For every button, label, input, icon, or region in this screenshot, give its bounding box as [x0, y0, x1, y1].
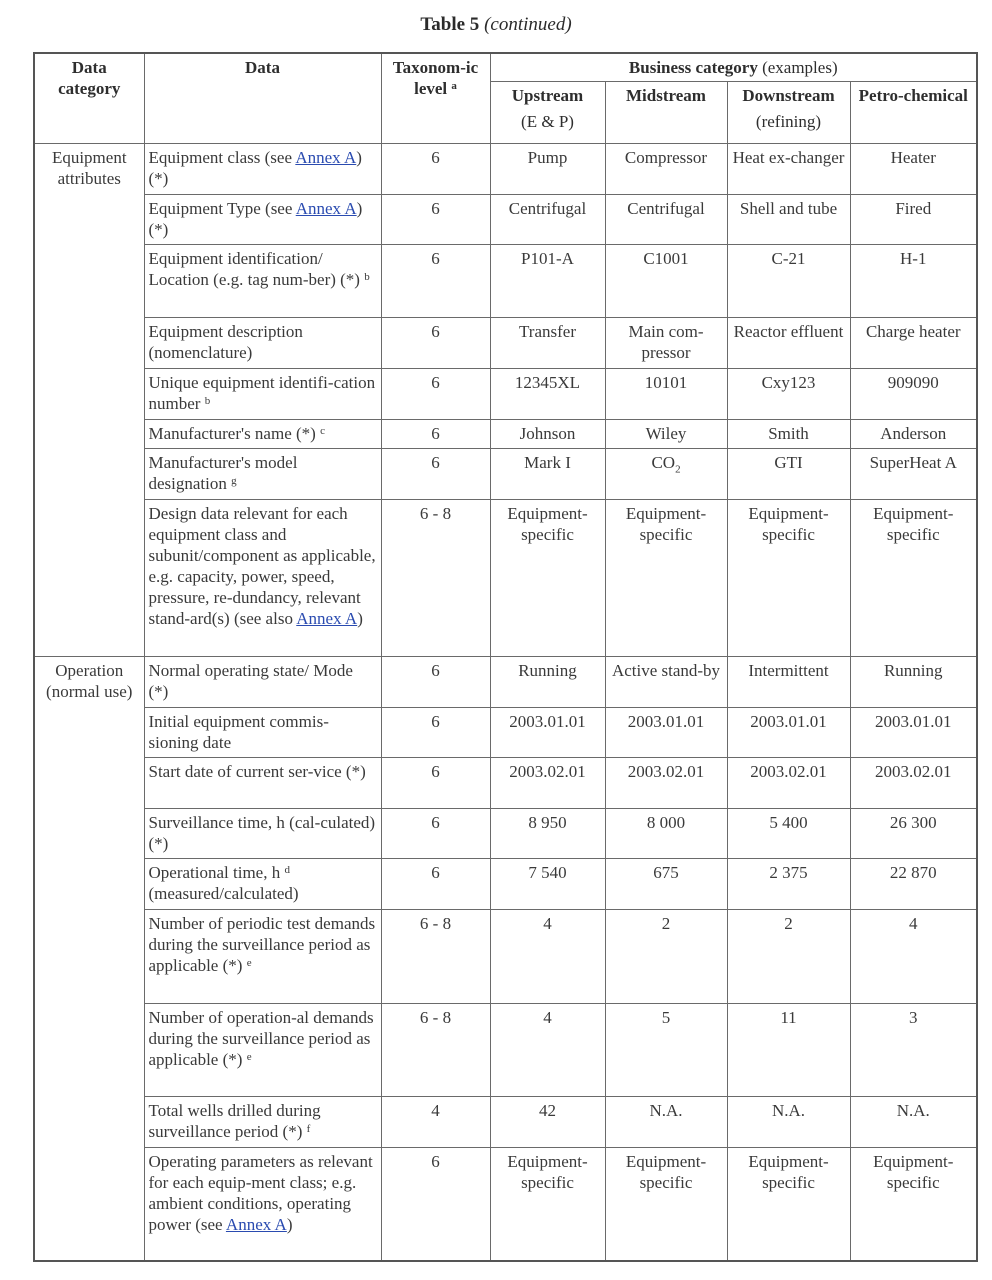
data-cell [144, 1096, 381, 1147]
value-cell-upstream: 2003.02.01 [490, 757, 605, 808]
value-cell-midstream: Compressor [605, 143, 727, 194]
data-text-suffix: (measured/calculated) [148, 883, 299, 903]
column-name: Midstream [626, 85, 706, 105]
data-text: Unique equipment identifi-cation number [148, 372, 376, 413]
data-cell [144, 368, 381, 419]
data-category-cell: Operation (normal use) [34, 656, 144, 1261]
value-cell-downstream: Shell and tube [727, 194, 850, 244]
data-text: Total wells drilled during surveillance period (*) [148, 1100, 321, 1141]
table-row [34, 143, 977, 194]
value-cell-petro-chemical: 22 870 [850, 858, 977, 909]
data-cell [144, 317, 381, 368]
table-continued: (continued) [484, 14, 572, 35]
taxonomic-level-cell: 4 [381, 1096, 490, 1147]
value-cell-petro-chemical: H-1 [850, 244, 977, 317]
business-category-label: Business category [628, 58, 758, 77]
value-cell-downstream: 5 400 [727, 808, 850, 858]
table-row [34, 448, 977, 499]
taxonomic-level-cell: 6 [381, 858, 490, 909]
value-cell-upstream: Centrifugal [490, 194, 605, 244]
data-cell [144, 656, 381, 707]
business-category-note: (examples) [762, 58, 838, 77]
equipment-data-table [33, 52, 978, 1262]
value-cell-downstream: Intermittent [727, 656, 850, 707]
value-cell-downstream: 2003.01.01 [727, 707, 850, 757]
table-row [34, 1096, 977, 1147]
value-cell-midstream: Wiley [605, 419, 727, 448]
footnote-marker: f [306, 1122, 311, 1135]
value-cell-petro-chemical: Running [850, 656, 977, 707]
column-subtitle: (E & P) [521, 111, 574, 131]
value-cell-upstream: Running [490, 656, 605, 707]
value-cell-upstream: 8 950 [490, 808, 605, 858]
value-cell-petro-chemical: Equipment-specific [850, 499, 977, 656]
table-number: Table 5 [420, 14, 480, 35]
footnote-marker: b [364, 270, 370, 283]
table-row [34, 808, 977, 858]
footnote-marker: b [204, 394, 211, 407]
value-cell-upstream: 12345XL [490, 368, 605, 419]
value-cell-midstream: 675 [605, 858, 727, 909]
footnote-marker: g [231, 474, 237, 487]
table-row [34, 757, 977, 808]
value-cell-upstream: Equipment-specific [490, 499, 605, 656]
column-subtitle: (refining) [755, 111, 822, 131]
data-text: Normal operating state/ Mode (*) [148, 660, 353, 701]
header-petro-chemical [850, 81, 977, 143]
taxonomic-level-cell: 6 [381, 368, 490, 419]
data-text: Manufacturer's model designation [148, 452, 298, 493]
value-cell-downstream: Reactor effluent [727, 317, 850, 368]
value-cell-downstream: 2 [727, 909, 850, 1003]
footnote-marker: c [320, 424, 325, 437]
value-cell-petro-chemical: 26 300 [850, 808, 977, 858]
taxonomic-level-cell: 6 [381, 244, 490, 317]
value-cell-downstream: C-21 [727, 244, 850, 317]
value-cell-upstream: 42 [490, 1096, 605, 1147]
taxonomic-level-cell: 6 [381, 656, 490, 707]
value-cell-downstream: 2003.02.01 [727, 757, 850, 808]
annex-a-link[interactable]: Annex A [225, 1214, 287, 1234]
data-text-suffix: ) [286, 1214, 293, 1234]
value-cell-upstream: 2003.01.01 [490, 707, 605, 757]
value-cell-midstream: Equipment-specific [605, 1147, 727, 1261]
footnote-marker: a [451, 80, 457, 92]
value-cell-midstream: 2003.02.01 [605, 757, 727, 808]
data-cell [144, 909, 381, 1003]
value-cell-upstream: Mark I [490, 448, 605, 499]
value-cell-petro-chemical: Heater [850, 143, 977, 194]
value-cell-downstream: 2 375 [727, 858, 850, 909]
value-cell-petro-chemical: SuperHeat A [850, 448, 977, 499]
header-business-category [490, 53, 977, 81]
value-cell-midstream: C1001 [605, 244, 727, 317]
value-cell-midstream: Main com-pressor [605, 317, 727, 368]
value-cell-upstream: 7 540 [490, 858, 605, 909]
data-cell [144, 448, 381, 499]
taxonomic-level-cell: 6 [381, 707, 490, 757]
table-row [34, 656, 977, 707]
column-name: Petro-chemical [858, 85, 968, 105]
value-cell-petro-chemical: Anderson [850, 419, 977, 448]
taxonomic-level-label: Taxonom-ic level [392, 58, 479, 98]
data-cell [144, 1003, 381, 1096]
data-cell [144, 707, 381, 757]
data-text: Equipment identification/ Location (e.g. tag num-ber) (*) [148, 248, 360, 289]
data-text: Operating parameters as relevant for each equip-ment class; e.g. ambient conditions, operating power (see [148, 1151, 373, 1234]
header-downstream [727, 81, 850, 143]
data-text-suffix: ) [357, 608, 363, 628]
taxonomic-level-cell: 6 [381, 194, 490, 244]
table-row [34, 317, 977, 368]
taxonomic-level-cell: 6 [381, 808, 490, 858]
value-cell-midstream: Equipment-specific [605, 499, 727, 656]
value-cell-petro-chemical: N.A. [850, 1096, 977, 1147]
table-row [34, 707, 977, 757]
data-text-suffix: ) (*) [148, 198, 363, 239]
header-taxonomic-level [381, 53, 490, 143]
table-row [34, 909, 977, 1003]
value-cell-midstream: Centrifugal [605, 194, 727, 244]
value-cell-upstream: 4 [490, 1003, 605, 1096]
value-cell-petro-chemical: Equipment-specific [850, 1147, 977, 1261]
data-cell [144, 244, 381, 317]
taxonomic-level-cell: 6 [381, 317, 490, 368]
data-text: Design data relevant for each equipment class and subunit/component as applicable, e.g. capacity, power, speed, pressure, re-dundancy, relevant stand-ard(s) (see also [148, 503, 376, 628]
value-cell-midstream: $CO_2$ [605, 448, 727, 499]
column-name: Downstream [742, 85, 835, 105]
table-row [34, 419, 977, 448]
data-cell [144, 858, 381, 909]
data-cell [144, 757, 381, 808]
value-cell-upstream: Equipment-specific [490, 1147, 605, 1261]
data-text: Start date of current ser-vice (*) [148, 761, 366, 781]
value-cell-midstream: Active stand-by [605, 656, 727, 707]
value-cell-upstream: 4 [490, 909, 605, 1003]
value-cell-midstream: 5 [605, 1003, 727, 1096]
data-cell [144, 194, 381, 244]
taxonomic-level-cell: 6 [381, 143, 490, 194]
annex-a-link[interactable]: Annex A [296, 608, 358, 628]
table-caption [0, 14, 992, 36]
taxonomic-level-cell: 6 [381, 757, 490, 808]
column-name: Upstream [511, 85, 584, 105]
table-row [34, 1147, 977, 1261]
value-cell-downstream: Equipment-specific [727, 499, 850, 656]
header-midstream [605, 81, 727, 143]
data-text: Operational time, h [148, 862, 281, 882]
value-cell-midstream: 2003.01.01 [605, 707, 727, 757]
data-text-suffix: ) (*) [148, 147, 362, 188]
value-cell-petro-chemical: 3 [850, 1003, 977, 1096]
taxonomic-level-cell: 6 [381, 448, 490, 499]
data-text: Initial equipment commis-sioning date [148, 711, 329, 752]
value-cell-upstream: Pump [490, 143, 605, 194]
data-cell [144, 419, 381, 448]
data-text: Equipment class (see [148, 147, 296, 167]
value-cell-downstream: GTI [727, 448, 850, 499]
footnote-marker: e [246, 956, 252, 969]
table-row [34, 499, 977, 656]
table-row [34, 368, 977, 419]
value-cell-downstream: Equipment-specific [727, 1147, 850, 1261]
data-text: Equipment description (nomenclature) [148, 321, 303, 362]
header-data-category: Data category [34, 53, 144, 143]
value-cell-downstream: Cxy123 [727, 368, 850, 419]
value-cell-downstream: 11 [727, 1003, 850, 1096]
value-cell-midstream: 8 000 [605, 808, 727, 858]
data-text: Surveillance time, h (cal-culated) (*) [148, 812, 376, 853]
taxonomic-level-cell: 6 - 8 [381, 1003, 490, 1096]
footnote-marker: e [246, 1050, 252, 1063]
value-cell-petro-chemical: 4 [850, 909, 977, 1003]
table-row [34, 244, 977, 317]
data-cell [144, 143, 381, 194]
data-text: Number of periodic test demands during the surveillance period as applicable (*) [148, 913, 376, 975]
data-cell [144, 499, 381, 656]
value-cell-downstream: Heat ex-changer [727, 143, 850, 194]
value-cell-petro-chemical: 2003.01.01 [850, 707, 977, 757]
annex-a-link[interactable]: Annex A [295, 198, 357, 218]
table-row [34, 1003, 977, 1096]
taxonomic-level-cell: 6 [381, 1147, 490, 1261]
value-cell-upstream: Transfer [490, 317, 605, 368]
table-row [34, 194, 977, 244]
value-cell-petro-chemical: 2003.02.01 [850, 757, 977, 808]
data-text: Number of operation-al demands during the surveillance period as applicable (*) [148, 1007, 374, 1069]
table-row [34, 858, 977, 909]
taxonomic-level-cell: 6 - 8 [381, 909, 490, 1003]
value-cell-upstream: Johnson [490, 419, 605, 448]
data-cell [144, 1147, 381, 1261]
value-cell-petro-chemical: Fired [850, 194, 977, 244]
data-cell [144, 808, 381, 858]
header-data: Data [144, 53, 381, 143]
value-cell-petro-chemical: Charge heater [850, 317, 977, 368]
value-cell-downstream: N.A. [727, 1096, 850, 1147]
taxonomic-level-cell: 6 [381, 419, 490, 448]
header-upstream [490, 81, 605, 143]
data-category-cell: Equipment attributes [34, 143, 144, 656]
value-cell-upstream: P101-A [490, 244, 605, 317]
value-cell-midstream: N.A. [605, 1096, 727, 1147]
value-cell-downstream: Smith [727, 419, 850, 448]
taxonomic-level-cell: 6 - 8 [381, 499, 490, 656]
value-cell-petro-chemical: 909090 [850, 368, 977, 419]
value-cell-midstream: 2 [605, 909, 727, 1003]
footnote-marker: d [284, 863, 290, 876]
data-text: Manufacturer's name (*) [148, 423, 316, 443]
data-text: Equipment Type (see [148, 198, 296, 218]
value-cell-midstream: 10101 [605, 368, 727, 419]
annex-a-link[interactable]: Annex A [295, 147, 357, 167]
